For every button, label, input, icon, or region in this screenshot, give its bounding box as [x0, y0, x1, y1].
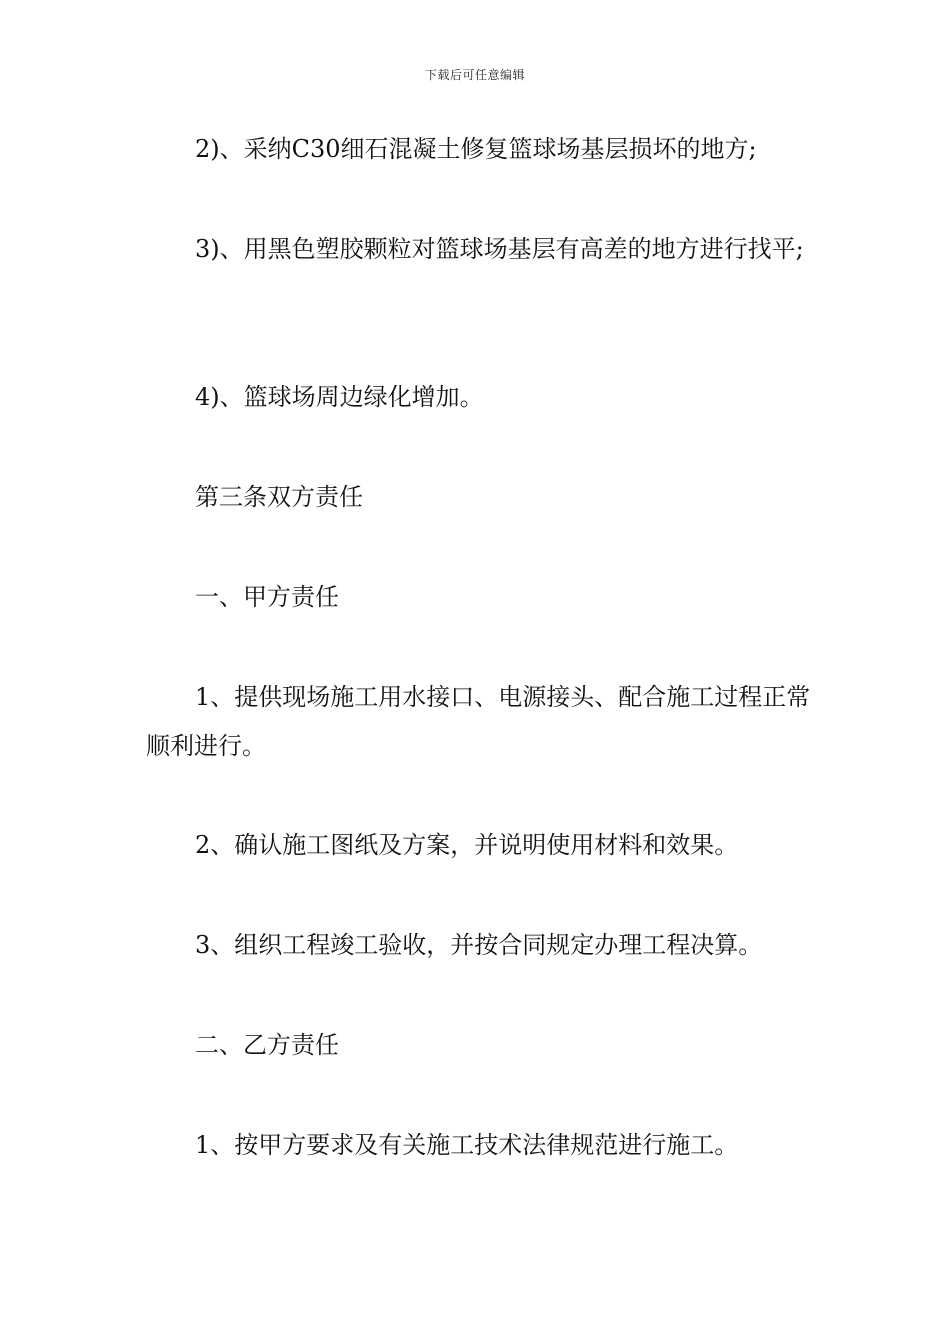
section-heading-article-3: 第三条双方责任: [195, 483, 363, 511]
paragraph-item-3: 3)、用黑色塑胶颗粒对篮球场基层有高差的地方进行找平;: [195, 235, 804, 263]
party-a-item-3: 3、组织工程竣工验收，并按合同规定办理工程决算。: [195, 931, 763, 959]
party-b-item-1: 1、按甲方要求及有关施工技术法律规范进行施工。: [195, 1131, 739, 1159]
paragraph-item-2: 2)、采纳C30细石混凝土修复篮球场基层损坏的地方;: [195, 135, 757, 163]
party-a-item-2: 2、确认施工图纸及方案，并说明使用材料和效果。: [195, 831, 739, 859]
section-heading-party-a: 一、甲方责任: [195, 583, 339, 611]
section-heading-party-b: 二、乙方责任: [195, 1031, 339, 1059]
paragraph-item-4: 4)、篮球场周边绿化增加。: [195, 383, 484, 411]
party-a-item-1: 1、提供现场施工用水接口、电源接头、配合施工过程正常顺利进行。: [146, 683, 811, 760]
page-header: 下载后可任意编辑: [424, 68, 525, 82]
